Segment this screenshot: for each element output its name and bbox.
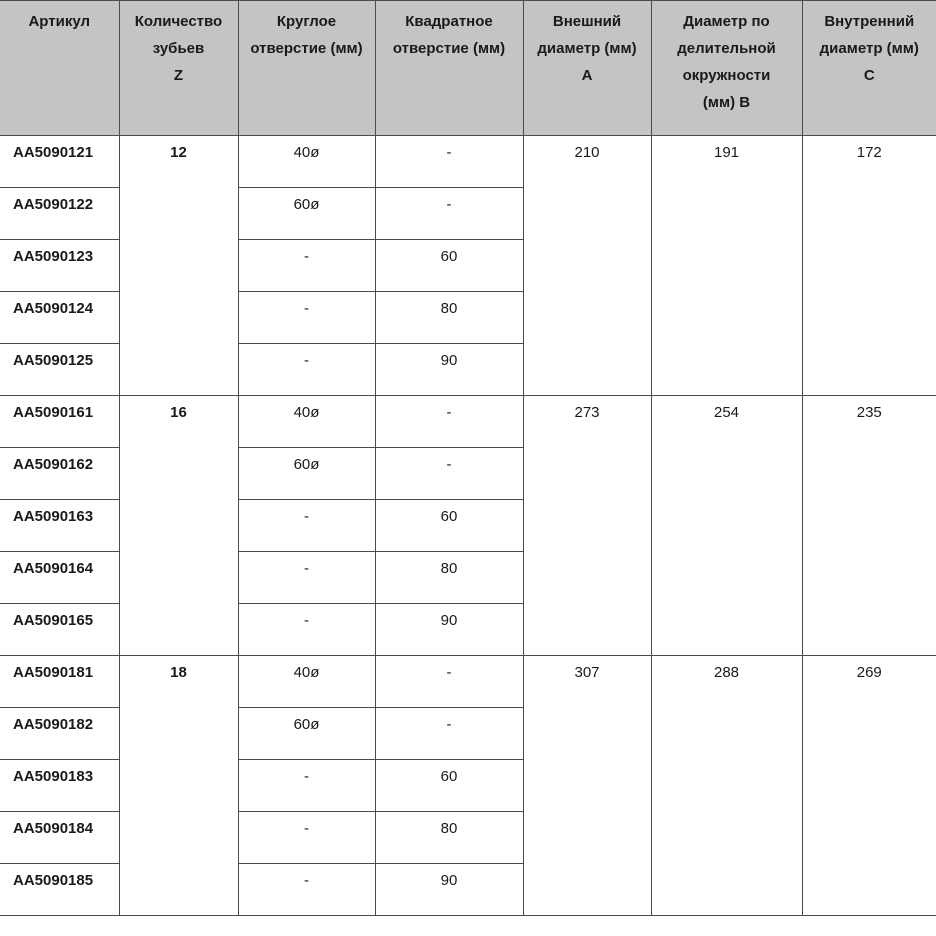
square-hole-cell: 90 (375, 864, 523, 916)
outer-diameter-cell: 273 (523, 396, 651, 656)
square-hole-cell: - (375, 708, 523, 760)
article-cell: AA5090122 (0, 188, 119, 240)
header-round-hole: Круглое отверстие (мм) (238, 1, 375, 136)
round-hole-cell: - (238, 292, 375, 344)
square-hole-cell: 60 (375, 240, 523, 292)
square-hole-cell: 80 (375, 812, 523, 864)
table-row (0, 396, 936, 448)
square-hole-cell: - (375, 188, 523, 240)
teeth-count-cell: 12 (119, 136, 238, 396)
round-hole-cell: 60ø (238, 708, 375, 760)
article-cell: AA5090165 (0, 604, 119, 656)
header-row (0, 1, 936, 136)
outer-diameter-cell: 307 (523, 656, 651, 916)
article-cell: AA5090123 (0, 240, 119, 292)
header-pitch-diameter: Диаметр по делительной окружности (мм) B (651, 1, 802, 136)
inner-diameter-cell: 269 (802, 656, 936, 916)
article-cell: AA5090162 (0, 448, 119, 500)
pitch-diameter-cell: 191 (651, 136, 802, 396)
round-hole-cell: 40ø (238, 656, 375, 708)
round-hole-cell: - (238, 344, 375, 396)
round-hole-cell: - (238, 240, 375, 292)
article-cell: AA5090183 (0, 760, 119, 812)
square-hole-cell: - (375, 136, 523, 188)
article-cell: AA5090161 (0, 396, 119, 448)
article-cell: AA5090121 (0, 136, 119, 188)
teeth-count-cell: 18 (119, 656, 238, 916)
inner-diameter-cell: 235 (802, 396, 936, 656)
header-inner-diameter: Внутренний диаметр (мм) C (802, 1, 936, 136)
outer-diameter-cell: 210 (523, 136, 651, 396)
square-hole-cell: 90 (375, 604, 523, 656)
round-hole-cell: 60ø (238, 448, 375, 500)
pitch-diameter-cell: 254 (651, 396, 802, 656)
round-hole-cell: - (238, 760, 375, 812)
article-cell: AA5090163 (0, 500, 119, 552)
header-square-hole: Квадратное отверстие (мм) (375, 1, 523, 136)
header-article: Артикул (0, 1, 119, 136)
square-hole-cell: 80 (375, 292, 523, 344)
header-teeth: Количество зубьев Z (119, 1, 238, 136)
round-hole-cell: 40ø (238, 396, 375, 448)
table-row (0, 656, 936, 708)
square-hole-cell: 60 (375, 760, 523, 812)
article-cell: AA5090184 (0, 812, 119, 864)
round-hole-cell: - (238, 552, 375, 604)
square-hole-cell: 60 (375, 500, 523, 552)
article-cell: AA5090125 (0, 344, 119, 396)
header-outer-diameter: Внешний диаметр (мм) A (523, 1, 651, 136)
article-cell: AA5090164 (0, 552, 119, 604)
square-hole-cell: - (375, 656, 523, 708)
square-hole-cell: - (375, 396, 523, 448)
round-hole-cell: - (238, 500, 375, 552)
square-hole-cell: 80 (375, 552, 523, 604)
article-cell: AA5090124 (0, 292, 119, 344)
article-cell: AA5090185 (0, 864, 119, 916)
table-row (0, 136, 936, 188)
round-hole-cell: 60ø (238, 188, 375, 240)
round-hole-cell: 40ø (238, 136, 375, 188)
square-hole-cell: 90 (375, 344, 523, 396)
square-hole-cell: - (375, 448, 523, 500)
round-hole-cell: - (238, 604, 375, 656)
round-hole-cell: - (238, 812, 375, 864)
article-cell: AA5090181 (0, 656, 119, 708)
article-cell: AA5090182 (0, 708, 119, 760)
teeth-count-cell: 16 (119, 396, 238, 656)
pitch-diameter-cell: 288 (651, 656, 802, 916)
inner-diameter-cell: 172 (802, 136, 936, 396)
round-hole-cell: - (238, 864, 375, 916)
